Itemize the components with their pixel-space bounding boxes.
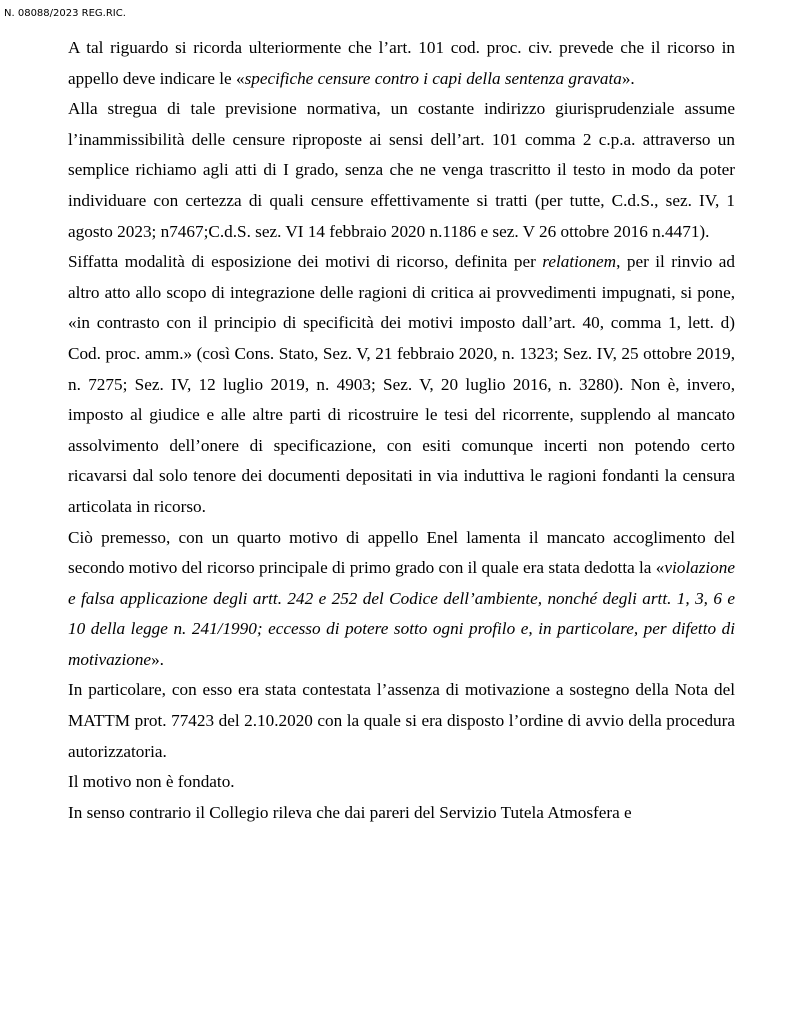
paragraph-p2 (68, 94, 735, 247)
paragraph-p7 (68, 798, 735, 829)
text-run: Il motivo non è fondato. (68, 772, 235, 792)
case-reference-number: N. 08088/2023 REG.RIC. (4, 8, 126, 19)
text-run: Siffatta modalità di esposizione dei motivi di ricorso, definita per (68, 252, 543, 272)
italic-quote: relationem (542, 252, 617, 272)
paragraph-p1 (68, 33, 735, 94)
paragraph-p4 (68, 523, 735, 676)
text-run: In senso contrario il Collegio rileva che dai pareri del Servizio Tutela Atmosfera e (68, 802, 632, 822)
text-run: , per il rinvio ad altro atto allo scopo di integrazione delle ragioni di critica ai provvedimenti impugnati, si pone, «in contrasto con il principio di specificità dei motivi imposto dall’art. 40, comma 1, lett. d) Cod. proc. amm.» (così Cons. Stato, Sez. V, 21 febbraio 2020, n. 1323; Sez. IV, 25 ottobre 2019, n. 7275; Sez. IV, 12 luglio 2019, n. 4903; Sez. V, 20 luglio 2016, n. 3280). Non è, invero, imposto al giudice e alle altre parti di ricostruire le tesi del ricorrente, supplendo al mancato assolvimento dell’onere di specificazione, con esiti comunque incerti non potendo certo ricavarsi dal solo tenore dei documenti depositati in via induttiva le ragioni fondanti la censura articolata in ricorso. (68, 252, 735, 516)
text-run: Ciò premesso, con un quarto motivo di appello Enel lamenta il mancato accoglimento del secondo motivo del ricorso principale di primo grado con il quale era stata dedotta la « (68, 527, 735, 578)
paragraph-p3 (68, 247, 735, 522)
text-run: In particolare, con esso era stata contestata l’assenza di motivazione a sostegno della Nota del MATTM prot. 77423 del 2.10.2020 con la quale si era disposto l’ordine di avvio della procedura autorizzatoria. (68, 680, 735, 761)
paragraph-p6 (68, 767, 735, 798)
text-run: Alla stregua di tale previsione normativa, un costante indirizzo giurisprudenziale assume l’inammissibilità delle censure riproposte ai sensi dell’art. 101 comma 2 c.p.a. attraverso un semplice richiamo agli atti di I grado, senza che ne venga trascritto il testo in modo da poter individuare con certezza di quali censure effettivamente si tratti (per tutte, C.d.S., sez. IV, 1 agosto 2023; n7467;C.d.S. sez. VI 14 febbraio 2020 n.1186 e sez. V 26 ottobre 2016 n.4471). (68, 99, 735, 241)
text-run: ». (151, 649, 164, 669)
text-run: ». (621, 68, 635, 88)
paragraph-p5 (68, 675, 735, 767)
italic-quote: violazione e falsa applicazione degli artt. 242 e 252 del Codice dell’ambiente, nonché degli artt. 1, 3, 6 e 10 della legge n. 241/1990; eccesso di potere sotto ogni profilo e, in particolare, per difetto di motivazione (68, 558, 735, 669)
document-body (68, 33, 735, 828)
italic-quote: specifiche censure contro i capi della sentenza gravata (244, 68, 622, 88)
text-run: A tal riguardo si ricorda ulteriormente che l’art. 101 cod. proc. civ. prevede che il ricorso in appello deve indicare le « (68, 38, 735, 88)
